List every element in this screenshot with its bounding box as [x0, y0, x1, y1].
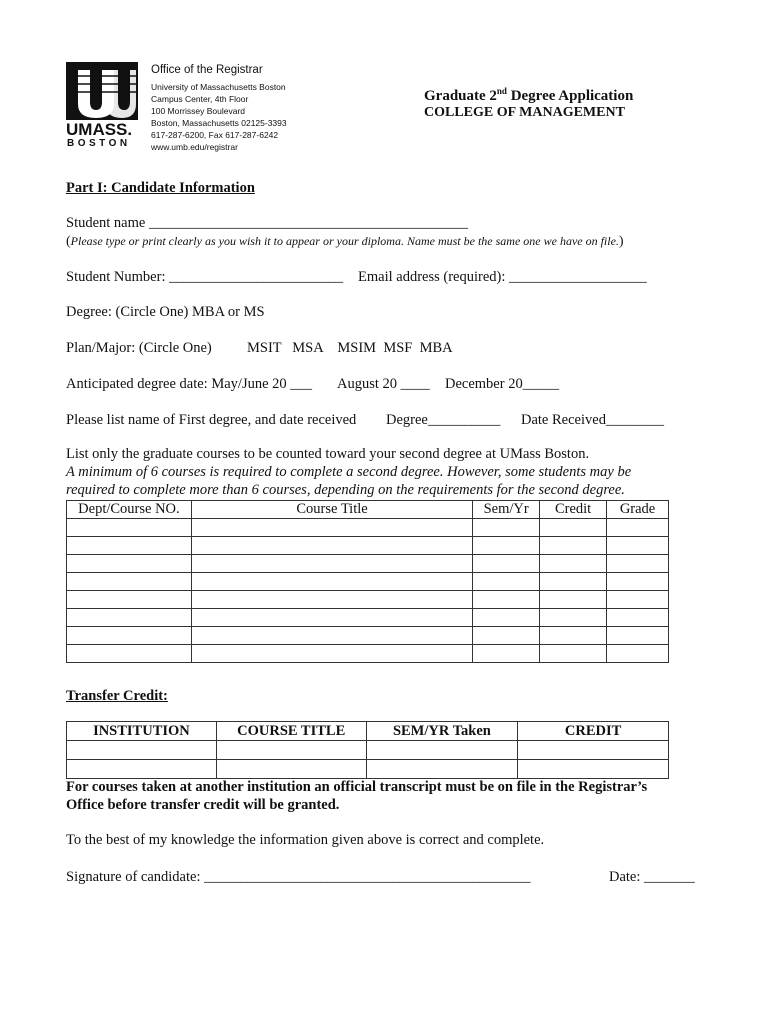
table-cell[interactable] — [191, 609, 472, 627]
table-cell[interactable] — [191, 573, 472, 591]
table-row — [67, 519, 669, 537]
table-cell[interactable] — [216, 741, 366, 760]
table-cell[interactable] — [473, 627, 540, 645]
table-cell[interactable] — [607, 591, 669, 609]
column-header: SEM/YR Taken — [366, 722, 518, 741]
first-degree-label: Please list name of First degree, and date received — [66, 412, 357, 428]
table-cell[interactable] — [191, 537, 472, 555]
table-cell[interactable] — [607, 609, 669, 627]
table-cell[interactable] — [540, 609, 607, 627]
table-cell[interactable] — [191, 555, 472, 573]
degree-choice[interactable]: Degree: (Circle One) MBA or MS — [66, 304, 265, 320]
transfer-table — [66, 721, 669, 779]
table-cell[interactable] — [540, 591, 607, 609]
address-line[interactable]: www.umb.edu/registrar — [151, 142, 238, 152]
form-title: Graduate 2nd Degree Application — [424, 86, 634, 104]
table-cell[interactable] — [607, 537, 669, 555]
logo-boston-text: BOSTON — [67, 138, 131, 149]
table-row — [67, 609, 669, 627]
table-cell[interactable] — [191, 519, 472, 537]
table-cell[interactable] — [473, 537, 540, 555]
anticipated-may-field[interactable]: Anticipated degree date: May/June 20 ___ — [66, 376, 313, 392]
course-table — [66, 500, 669, 663]
table-cell[interactable] — [518, 741, 669, 760]
table-cell[interactable] — [191, 627, 472, 645]
courses-note: A minimum of 6 courses is required to complete a second degree. However, some students may be — [66, 464, 632, 480]
column-header: COURSE TITLE — [216, 722, 366, 741]
transfer-notice: For courses taken at another institution an official transcript must be on file in the Registrar’s — [66, 779, 648, 795]
table-row — [67, 555, 669, 573]
table-cell[interactable] — [67, 537, 192, 555]
date-field[interactable]: Date: _______ — [609, 869, 695, 885]
table-cell[interactable] — [67, 627, 192, 645]
address-line: 617-287-6200, Fax 617-287-6242 — [151, 130, 279, 140]
transfer-notice: Office before transfer credit will be granted. — [66, 797, 340, 813]
transfer-heading: Transfer Credit: — [66, 688, 168, 704]
table-cell[interactable] — [607, 645, 669, 663]
table-cell[interactable] — [67, 741, 217, 760]
table-cell[interactable] — [67, 573, 192, 591]
table-cell[interactable] — [191, 645, 472, 663]
column-header: CREDIT — [518, 722, 669, 741]
table-cell[interactable] — [67, 591, 192, 609]
email-field[interactable]: Email address (required): ___________________ — [358, 269, 647, 285]
table-cell[interactable] — [540, 645, 607, 663]
table-cell[interactable] — [67, 760, 217, 779]
table-row — [67, 741, 669, 760]
plan-options[interactable]: MSIT MSA MSIM MSF MBA — [247, 340, 453, 356]
table-cell[interactable] — [518, 760, 669, 779]
anticipated-december-field[interactable]: December 20_____ — [445, 376, 559, 392]
table-cell[interactable] — [607, 573, 669, 591]
table-row — [67, 537, 669, 555]
table-cell[interactable] — [540, 519, 607, 537]
column-header: Course Title — [191, 501, 472, 519]
umass-boston-logo — [66, 62, 140, 149]
table-cell[interactable] — [366, 760, 518, 779]
certification-statement: To the best of my knowledge the information given above is correct and complete. — [66, 832, 545, 848]
course-table-header — [67, 501, 669, 519]
student-name-field[interactable]: Student name ____________________________________________ — [66, 215, 468, 231]
signature-field[interactable]: Signature of candidate: _____________________________________________ — [66, 869, 531, 885]
column-header: Dept/Course NO. — [67, 501, 192, 519]
table-cell[interactable] — [607, 555, 669, 573]
name-note: (Please type or print clearly as you wish it to appear or your diploma. Name must be the same one we have on file.) — [66, 234, 624, 249]
table-cell[interactable] — [473, 555, 540, 573]
table-cell[interactable] — [607, 627, 669, 645]
first-degree-field[interactable]: Degree__________ — [386, 412, 501, 428]
table-cell[interactable] — [67, 555, 192, 573]
column-header: Credit — [540, 501, 607, 519]
plan-label: Plan/Major: (Circle One) — [66, 340, 212, 356]
table-cell[interactable] — [473, 573, 540, 591]
date-received-field[interactable]: Date Received________ — [521, 412, 664, 428]
table-cell[interactable] — [540, 573, 607, 591]
table-cell[interactable] — [473, 645, 540, 663]
courses-note: required to complete more than 6 courses, depending on the requirements for the second degree. — [66, 482, 625, 498]
table-cell[interactable] — [67, 645, 192, 663]
table-cell[interactable] — [473, 609, 540, 627]
table-row — [67, 627, 669, 645]
table-cell[interactable] — [473, 519, 540, 537]
table-cell[interactable] — [67, 519, 192, 537]
table-cell[interactable] — [67, 609, 192, 627]
anticipated-august-field[interactable]: August 20 ____ — [337, 376, 430, 392]
table-cell[interactable] — [191, 591, 472, 609]
student-number-field[interactable]: Student Number: ________________________ — [66, 269, 344, 285]
address-line: University of Massachusetts Boston — [151, 82, 286, 92]
table-cell[interactable] — [366, 741, 518, 760]
courses-intro: List only the graduate courses to be counted toward your second degree at UMass Boston. — [66, 446, 590, 462]
table-row — [67, 573, 669, 591]
table-cell[interactable] — [473, 591, 540, 609]
table-row — [67, 760, 669, 779]
table-row — [67, 591, 669, 609]
transfer-table-header — [67, 722, 669, 741]
table-cell[interactable] — [540, 537, 607, 555]
table-cell[interactable] — [607, 519, 669, 537]
column-header: INSTITUTION — [67, 722, 217, 741]
table-cell[interactable] — [540, 627, 607, 645]
logo-umass-text: UMASS. — [66, 120, 133, 139]
column-header: Sem/Yr — [473, 501, 540, 519]
address-line: Boston, Massachusetts 02125-3393 — [151, 118, 287, 128]
office-name: Office of the Registrar — [151, 64, 263, 76]
table-row — [67, 645, 669, 663]
table-cell[interactable] — [540, 555, 607, 573]
address-line: Campus Center, 4th Floor — [151, 94, 249, 104]
form-subtitle: COLLEGE OF MANAGEMENT — [424, 105, 625, 120]
address-line: 100 Morrissey Boulevard — [151, 106, 246, 116]
column-header: Grade — [607, 501, 669, 519]
part1-heading: Part I: Candidate Information — [66, 180, 255, 196]
table-cell[interactable] — [216, 760, 366, 779]
umass-logo-mark-icon — [66, 62, 138, 120]
